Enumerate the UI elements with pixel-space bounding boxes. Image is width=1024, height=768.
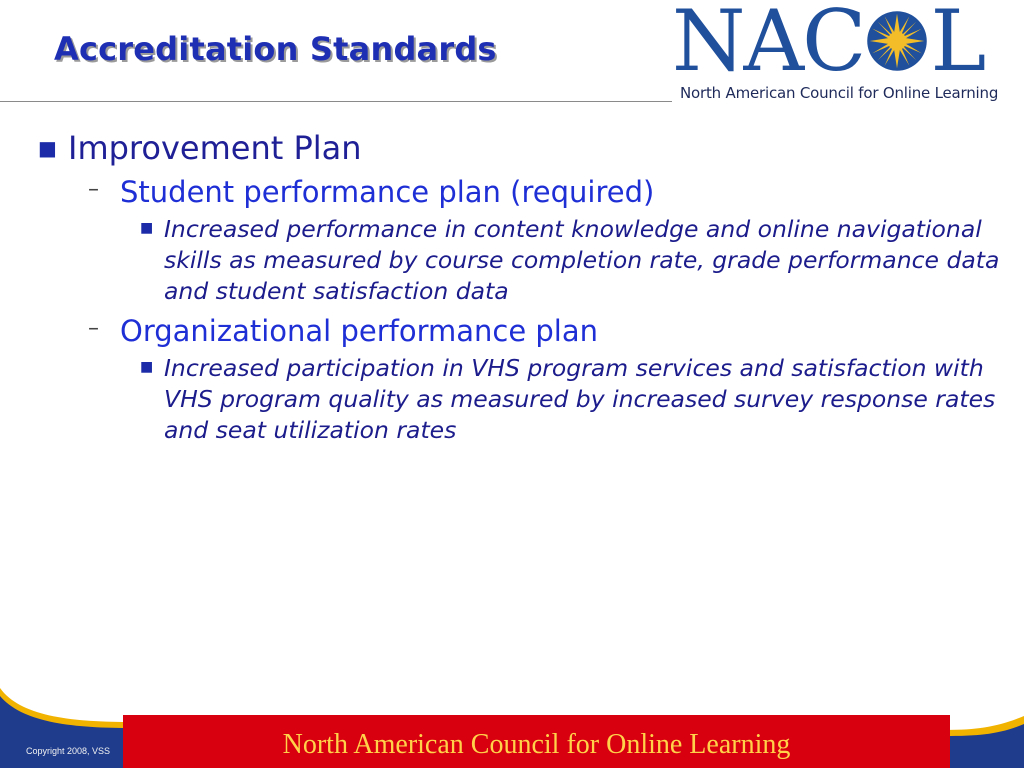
- bullet-level2-text: Student performance plan (required): [120, 175, 655, 209]
- bullet-level3-text: Increased performance in content knowledge and online navigational skills as measured by course completion rate, grade performance data and student satisfaction data: [164, 215, 1000, 305]
- copyright-text: Copyright 2008, VSS: [26, 746, 111, 756]
- logo-subtitle: North American Council for Online Learning: [680, 84, 999, 102]
- footer-banner-text: North American Council for Online Learning: [282, 728, 791, 760]
- bullet-level2-text: Organizational performance plan: [120, 314, 599, 348]
- dash-bullet-icon: –: [88, 316, 99, 341]
- title-divider: [0, 101, 672, 102]
- slide-content: [36, 128, 1016, 446]
- square-bullet-icon: ■: [140, 220, 154, 236]
- bullet-level1-text: Improvement Plan: [68, 129, 362, 167]
- dash-bullet-icon: –: [88, 177, 99, 202]
- footer-banner: [123, 715, 950, 768]
- logo-letters-right: L: [930, 0, 985, 90]
- slide-footer: [0, 688, 1024, 768]
- bullet-level2: [36, 174, 1016, 210]
- bullet-level3-text: Increased participation in VHS program services and satisfaction with VHS program quality as measured by increased survey response rates and seat utilization rates: [164, 354, 996, 444]
- logo-wordmark: [672, 0, 985, 90]
- slide-title: Accreditation Standards: [54, 30, 497, 68]
- square-bullet-icon: ■: [38, 136, 57, 160]
- square-bullet-icon: ■: [140, 359, 154, 375]
- bullet-level3: [36, 353, 1016, 446]
- bullet-level3: [36, 214, 1016, 307]
- nacol-logo: [672, 0, 1024, 108]
- bullet-level1: [36, 128, 1016, 168]
- logo-letters-left: NAC: [672, 0, 865, 90]
- bullet-level2: [36, 313, 1016, 349]
- sun-icon: [866, 10, 928, 72]
